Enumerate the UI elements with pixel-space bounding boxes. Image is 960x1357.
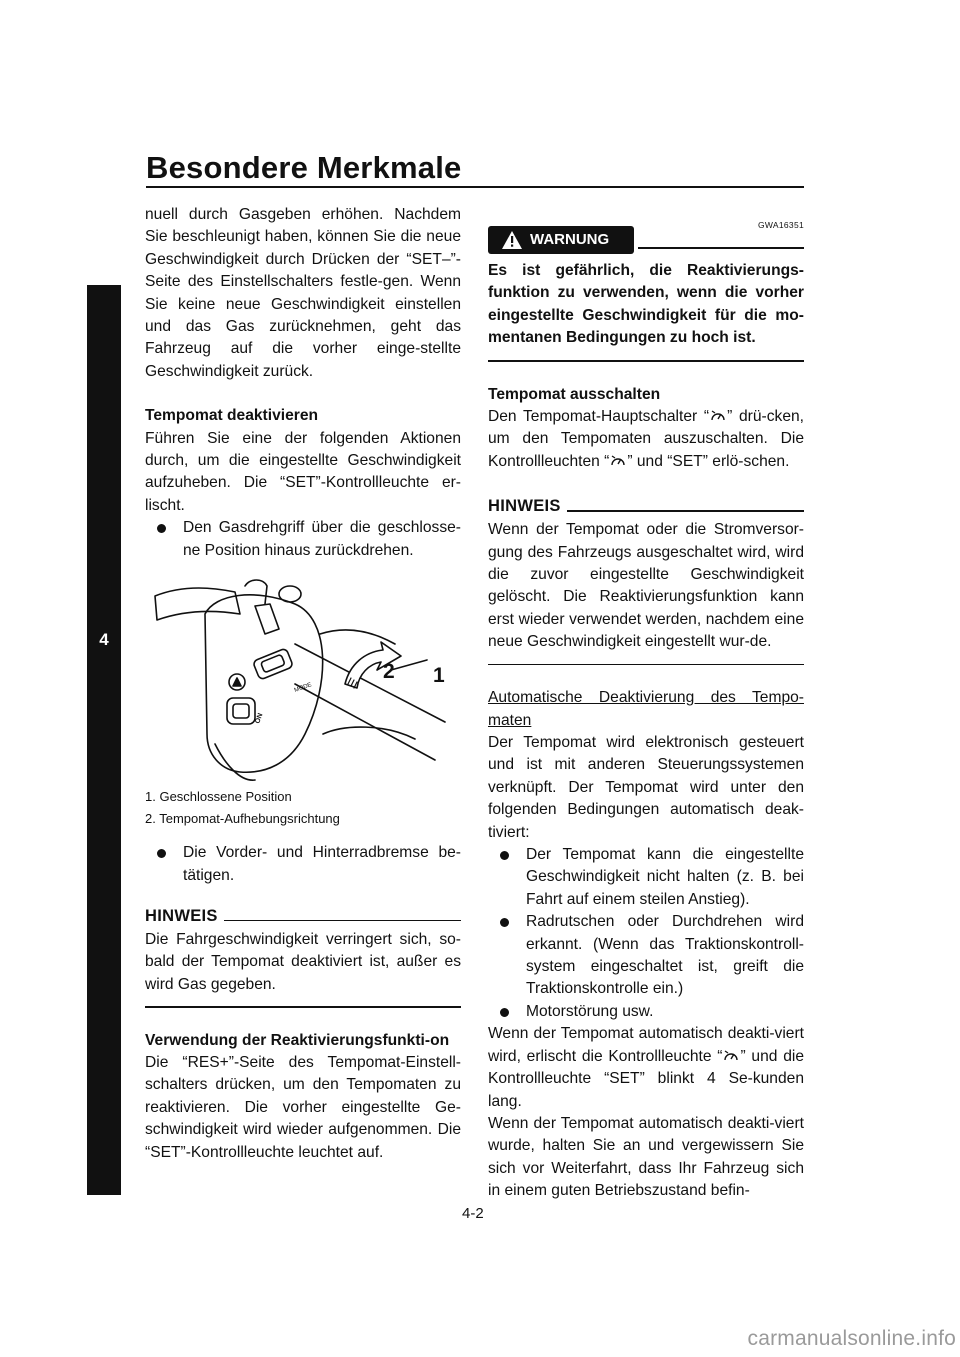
resume-paragraph: Die “RES+”-Seite des Tempomat-Einstell-schalters drücken, um den Tempomaten zu reaktivieren. Die vorher eingestellte Ge-schwindigkeit wird wieder aufgenommen. Die “SET”-Kontrollleuchte leuchtet auf. [145,1054,461,1161]
auto-after-part2: ” und die Kontrollleuchte “SET” blinkt 4 Se-kunden lang. [488,1047,805,1110]
bullet-throttle [145,517,461,562]
auto-after-part1: Wenn der Tempomat automatisch deakti-viert wird, erlischt die Kontrollleuchte “ [488,1025,804,1065]
cruise-control-icon [722,1049,740,1063]
final-paragraph: Wenn der Tempomat automatisch deakti-viert wurde, halten Sie an und vergewissern Sie sich vor Weiterfahrt, dass Ihr Fahrzeug sich in einem guten Betriebszustand befin- [488,1114,804,1200]
figure-mode-text: MODE [293,682,313,694]
warning-label: WARNUNG [530,231,610,248]
figure-on-text: ON [254,712,265,725]
bullet-icon [500,851,509,860]
caption-release-direction: 2. Tempomat-Aufhebungsrichtung [145,811,340,827]
figure-label-1: 1 [433,664,445,688]
auto-deactivation-heading: Automatische Deaktivierung des Tempo-maten [488,689,804,729]
figure-label-2: 2 [383,660,395,684]
right-column [488,204,804,1203]
off-text-part1: Den Tempomat-Hauptschalter “ [488,408,710,426]
list-item [488,1001,804,1023]
note-header-right [488,495,804,519]
bullet-throttle-text: Den Gasdrehgriff über die geschlosse-ne Position hinaus zurückdrehen. [183,519,461,559]
note-label: HINWEIS [145,907,224,925]
handlebar-drawing [145,574,461,782]
auto-deactivation-paragraph: Der Tempomat wird elektronisch gesteuert und ist mit anderen Steuerungssystemen verknüpft. Der Tempomat wird unter den folgenden Bedingungen automatisch deak-tiviert: [488,734,804,841]
note-text-left: Die Fahrgeschwindigkeit verringert sich, so-bald der Tempomat deaktiviert ist, außer es wird Gas gegeben. [145,930,461,993]
chapter-number: 4 [99,630,109,649]
cruise-control-icon [709,409,727,423]
watermark[interactable]: carmanualsonline.info [747,1327,956,1350]
bullet-icon [500,918,509,927]
caption-closed-position: 1. Geschlossene Position [145,789,292,805]
off-paragraph [488,406,804,473]
resume-heading: Verwendung der Reaktivierungsfunkti-on [145,1031,450,1049]
off-heading: Tempomat ausschalten [488,385,661,403]
cruise-control-icon [609,454,627,468]
warning-rule [638,247,804,249]
warning-header [488,204,804,260]
bullet-brakes [145,842,461,887]
intro-paragraph: nuell durch Gasgeben erhöhen. Nachdem Sie beschleunigt haben, können Sie die neue Geschwindigkeit durch Drücken der “SET–”-Seite des Einstellschalters festle-gen. Wenn Sie keine neue Geschwindigkeit einstellen und das Gas zurücknehmen, geht das Fahrzeug auf die vorher einge-stellte Geschwindigkeit zurück. [145,206,461,380]
off-text-part3: ” und “SET” erlö-schen. [627,452,790,470]
page-title: Besondere Merkmale [146,150,462,185]
warning-code: GWA16351 [757,220,804,230]
list-item [488,911,804,1001]
left-column [145,204,461,1164]
chapter-tab [87,285,121,1195]
bullet-brakes-text: Die Vorder- und Hinterradbremse be-tätigen. [183,844,461,884]
bullet-icon [157,524,166,533]
list-item-text: Der Tempomat kann die eingestellte Geschwindigkeit nicht halten (z. B. bei Fahrt auf einem steilen Anstieg). [526,846,804,908]
warning-badge [488,226,634,254]
note-label: HINWEIS [488,497,567,515]
auto-after-paragraph [488,1023,804,1113]
title-rule [146,186,804,188]
deactivate-heading: Tempomat deaktivieren [145,407,319,425]
bullet-icon [500,1008,509,1017]
off-text-part2: ” drü-cken, um den Tempomaten auszuschalten. Die Kontrollleuchten “ [488,408,804,470]
list-item-text: Motorstörung usw. [526,1002,654,1020]
list-item [488,844,804,911]
page-number: 4-2 [462,1205,484,1222]
list-item-text: Radrutschen oder Durchdrehen wird erkannt. (Wenn das Traktionskontroll-system eingeschaltet ist, greift die Traktionskontrolle ein.) [526,913,804,998]
handlebar-switch-illustration [145,574,461,782]
bullet-icon [157,849,166,858]
warning-triangle-icon [501,230,523,250]
deactivate-paragraph: Führen Sie eine der folgenden Aktionen durch, um die eingestellte Geschwindigkeit aufzuheben. Die “SET”-Kontrollleuchte er-lischt. [145,429,461,514]
warning-text: Es ist gefährlich, die Reaktivierungs-funktion zu verwenden, wenn die vorher eingestellte Geschwindigkeit für die mo-mentanen Bedingungen zu hoch ist. [488,262,804,347]
note-header-left [145,905,461,929]
note-text-right: Wenn der Tempomat oder die Stromversor-gung des Fahrzeugs ausgeschaltet wird, wird die zuvor eingestellte Geschwindigkeit gelöscht. Die Reaktivierungsfunktion kann erst wieder verwendet werden, nachdem eine neue Geschwindigkeit eingestellt wur-de. [488,521,804,651]
